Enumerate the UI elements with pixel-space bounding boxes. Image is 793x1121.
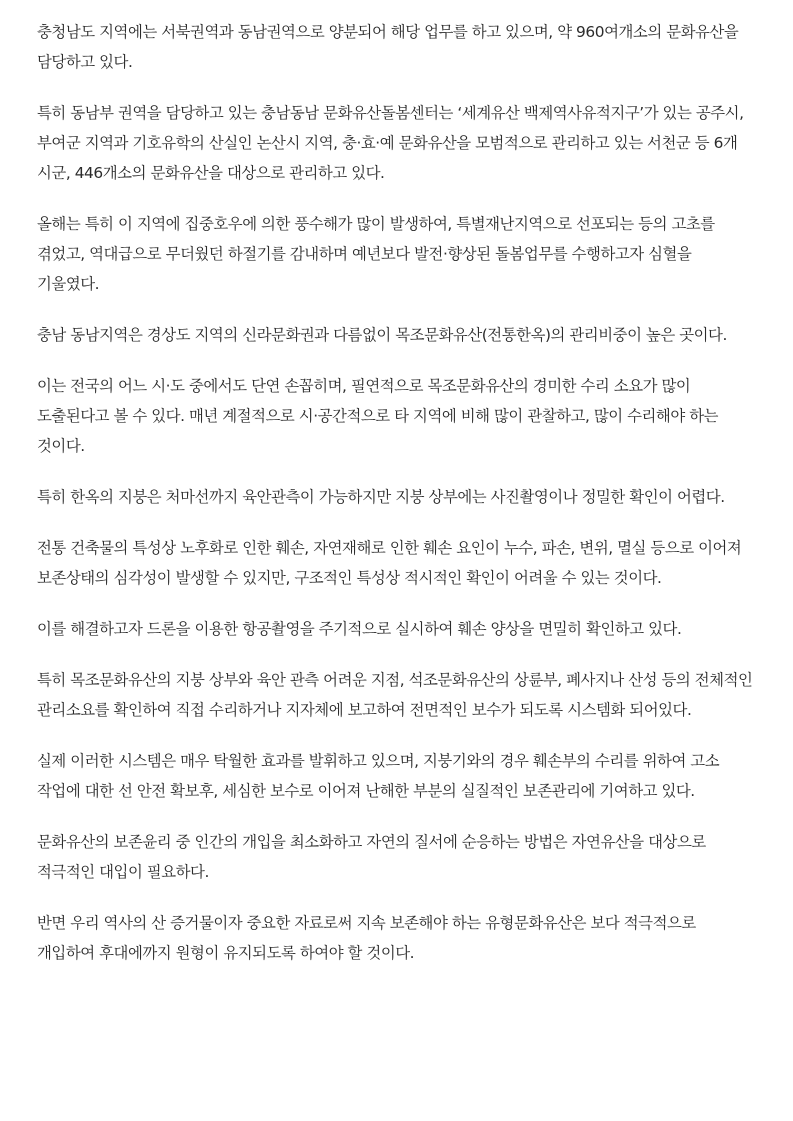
paragraph-4: 충남 동남지역은 경상도 지역의 신라문화권과 다름없이 목조문화유산(전통한옥)의 관리비중이 높은 곳이다. [37,326,727,344]
paragraph-1: 충청남도 지역에는 서북권역과 동남권역으로 양분되어 해당 업무를 하고 있으며, 약 960여개소의 문화유산을 담당하고 있다. [37,23,739,71]
paragraph-2: 특히 동남부 권역을 담당하고 있는 충남동남 문화유산돌봄센터는 ‘세계유산 백제역사유적지구’가 있는 공주시, 부여군 지역과 기호유학의 산실인 논산시 지역, 충·효·예 문화유산을 모범적으로 관리하고 있는 서천군 등 6개 시군, 446개소의 문화유산을 대상으로 관리하고 있다. [37,104,744,182]
paragraph-12: 반면 우리 역사의 산 증거물이자 중요한 자료로써 지속 보존해야 하는 유형문화유산은 보다 적극적으로 개입하여 후대에까지 원형이 유지되도록 하여야 할 것이다. [37,914,696,962]
paragraph-10: 실제 이러한 시스템은 매우 탁월한 효과를 발휘하고 있으며, 지붕기와의 경우 훼손부의 수리를 위하여 고소 작업에 대한 선 안전 확보후, 세심한 보수로 이어져 난해한 부분의 실질적인 보존관리에 기여하고 있다. [37,752,720,800]
paragraph-6: 특히 한옥의 지붕은 처마선까지 육안관측이 가능하지만 지붕 상부에는 사진촬영이나 정밀한 확인이 어렵다. [37,488,725,506]
paragraph-3: 올해는 특히 이 지역에 집중호우에 의한 풍수해가 많이 발생하여, 특별재난지역으로 선포되는 등의 고초를 겪었고, 역대급으로 무더웠던 하절기를 감내하며 예년보다 발전·향상된 돌봄업무를 수행하고자 심혈을 기울였다. [37,215,715,293]
paragraph-9: 특히 목조문화유산의 지붕 상부와 육안 관측 어려운 지점, 석조문화유산의 상륜부, 폐사지나 산성 등의 전체적인 관리소요를 확인하여 직접 수리하거나 지자체에 보고하여 전면적인 보수가 되도록 시스템화 되어있다. [37,671,753,719]
paragraph-8: 이를 해결하고자 드론을 이용한 항공촬영을 주기적으로 실시하여 훼손 양상을 면밀히 확인하고 있다. [37,620,682,638]
paragraph-7: 전통 건축물의 특성상 노후화로 인한 훼손, 자연재해로 인한 훼손 요인이 누수, 파손, 변위, 멸실 등으로 이어져 보존상태의 심각성이 발생할 수 있지만, 구조적인 특성상 적시적인 확인이 어려울 수 있는 것이다. [37,539,742,587]
paragraph-11: 문화유산의 보존윤리 중 인간의 개입을 최소화하고 자연의 질서에 순응하는 방법은 자연유산을 대상으로 적극적인 대입이 필요하다. [37,833,706,881]
paragraph-5: 이는 전국의 어느 시·도 중에서도 단연 손꼽히며, 필연적으로 목조문화유산의 경미한 수리 소요가 많이 도출된다고 볼 수 있다. 매년 계절적으로 시·공간적으로 타 지역에 비해 많이 관찰하고, 많이 수리해야 하는 것이다. [37,377,719,455]
